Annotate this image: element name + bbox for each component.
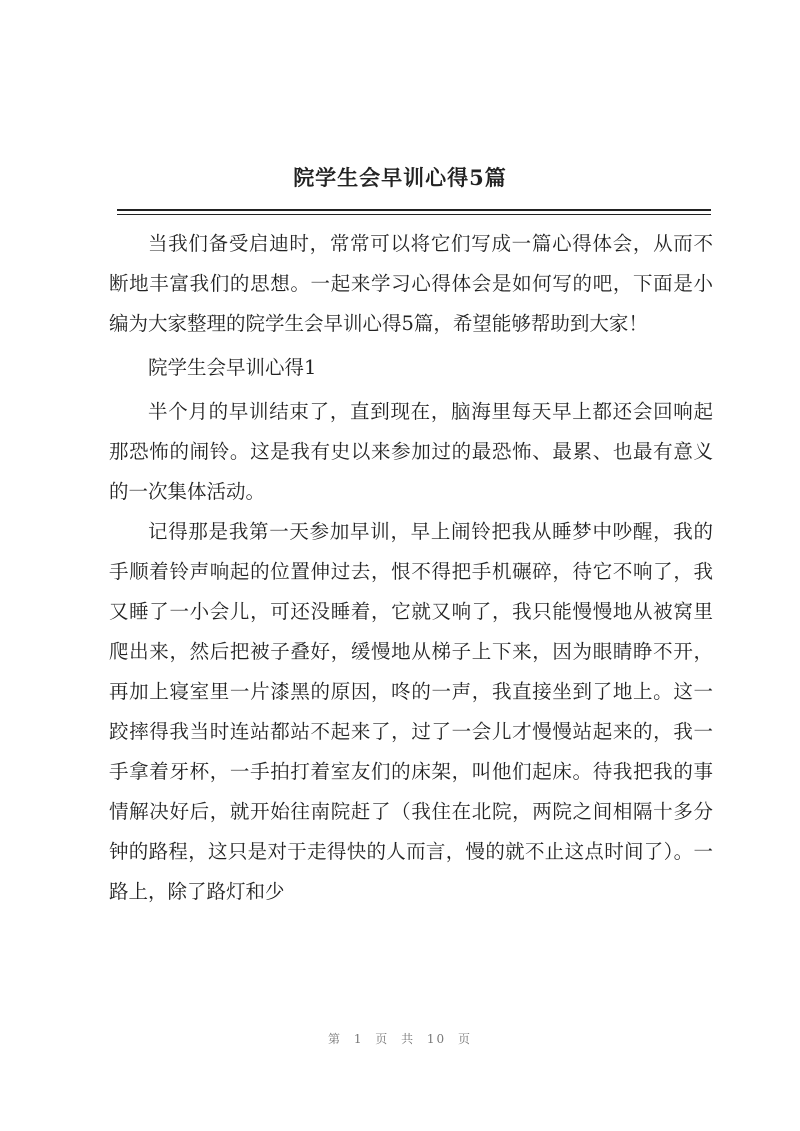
body-paragraph: 半个月的早训结束了，直到现在，脑海里每天早上都还会回响起那恐怖的闹铃。这是我有史以来参加过的最恐怖、最累、也最有意义的一次集体活动。 <box>109 400 713 503</box>
intro-paragraph: 当我们备受启迪时，常常可以将它们写成一篇心得体会，从而不断地丰富我们的思想。一起来学习心得体会是如何写的吧，下面是小编为大家整理的院学生会早训心得5篇，希望能够帮助到大家！ <box>109 232 713 335</box>
section-heading: 院学生会早训心得1 <box>148 356 317 379</box>
document-title: 院学生会早训心得5篇 <box>293 165 507 190</box>
body-paragraph: 记得那是我第一天参加早训，早上闹铃把我从睡梦中吵醒，我的手顺着铃声响起的位置伸过去，恨不得把手机碾碎，待它不响了，我又睡了一小会儿，可还没睡着，它就又响了，我只能慢慢地从被窝里爬出来，然后把被子叠好，缓慢地从梯子上下来，因为眼睛睁不开，再加上寝室里一片漆黑的原因，咚的一声，我直接坐到了地上。这一跤摔得我当时连站都站不起来了，过了一会儿才慢慢站起来的，我一手拿着牙杯，一手拍打着室友们的床架，叫他们起床。待我把我的事情解决好后，就开始往南院赶了（我住在北院，两院之间相隔十多分钟的路程，这只是对于走得快的人而言，慢的就不止这点时间了）。一路上，除了路灯和少 <box>109 520 713 903</box>
title-rule-thin <box>117 214 711 215</box>
title-rule-thick <box>117 209 711 211</box>
document-body <box>109 224 713 912</box>
page-number-footer: 第 1 页 共 10 页 <box>328 1032 472 1046</box>
